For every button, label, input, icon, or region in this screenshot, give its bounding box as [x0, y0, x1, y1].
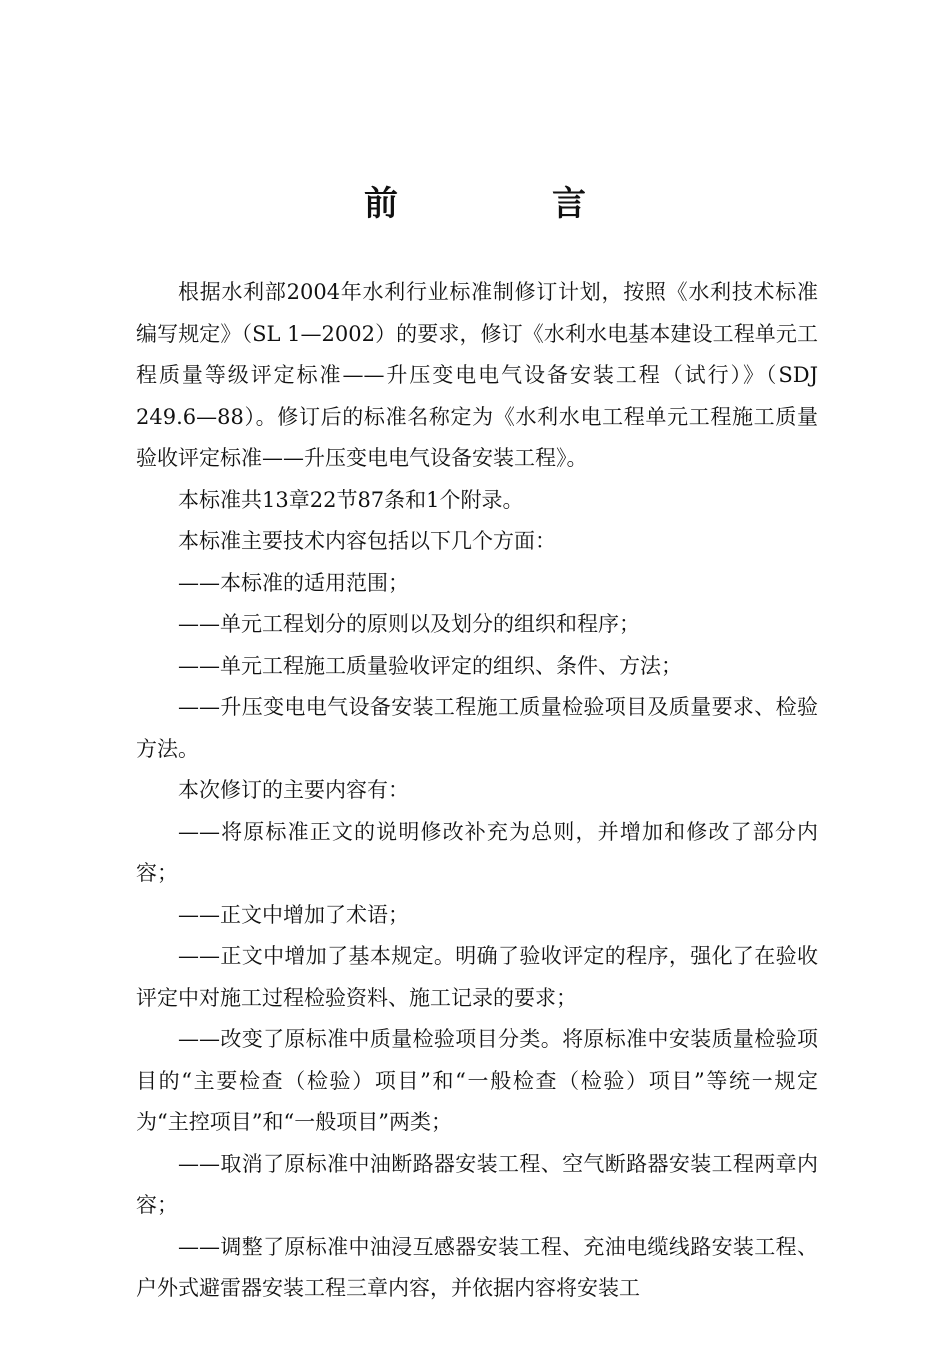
- list-item: ——正文中增加了基本规定。明确了验收评定的程序，强化了在验收评定中对施工过程检验资料、施工记录的要求；: [136, 944, 818, 1010]
- paragraph-intro: 根据水利部2004年水利行业标准制修订计划，按照《水利技术标准编写规定》（SL 1—2002）的要求，修订《水利水电基本建设工程单元工程质量等级评定标准——升压变电电气设备安装工程（试行）》（SDJ 249.6—88）。修订后的标准名称定为《水利水电工程单元工程施工质量验收评定标准——升压变电电气设备安装工程》。: [136, 280, 818, 470]
- list-item: ——升压变电电气设备安装工程施工质量检验项目及质量要求、检验方法。: [136, 695, 818, 761]
- paragraph-revision-heading: 本次修订的主要内容有：: [178, 778, 409, 802]
- list-item: ——调整了原标准中油浸互感器安装工程、充油电缆线路安装工程、户外式避雷器安装工程三章内容，并依据内容将安装工: [136, 1234, 818, 1300]
- body-text: [136, 272, 818, 1310]
- page-title: 前 言: [364, 184, 646, 224]
- list-item: ——正文中增加了术语；: [178, 902, 409, 927]
- paragraph-content-heading: 本标准主要技术内容包括以下几个方面：: [178, 529, 556, 553]
- paragraph-chapter-count: 本标准共13章22节87条和1个附录。: [178, 487, 524, 512]
- list-item: ——取消了原标准中油断路器安装工程、空气断路器安装工程两章内容；: [136, 1151, 818, 1217]
- list-item: ——单元工程施工质量验收评定的组织、条件、方法；: [178, 653, 682, 678]
- list-item: ——改变了原标准中质量检验项目分类。将原标准中安装质量检验项目的“主要检查（检验）项目”和“一般检查（检验）项目”等统一规定为“主控项目”和“一般项目”两类；: [136, 1027, 818, 1134]
- list-item: ——单元工程划分的原则以及划分的组织和程序；: [178, 612, 640, 636]
- list-item: ——将原标准正文的说明修改补充为总则，并增加和修改了部分内容；: [136, 819, 818, 885]
- list-item: ——本标准的适用范围；: [178, 570, 409, 595]
